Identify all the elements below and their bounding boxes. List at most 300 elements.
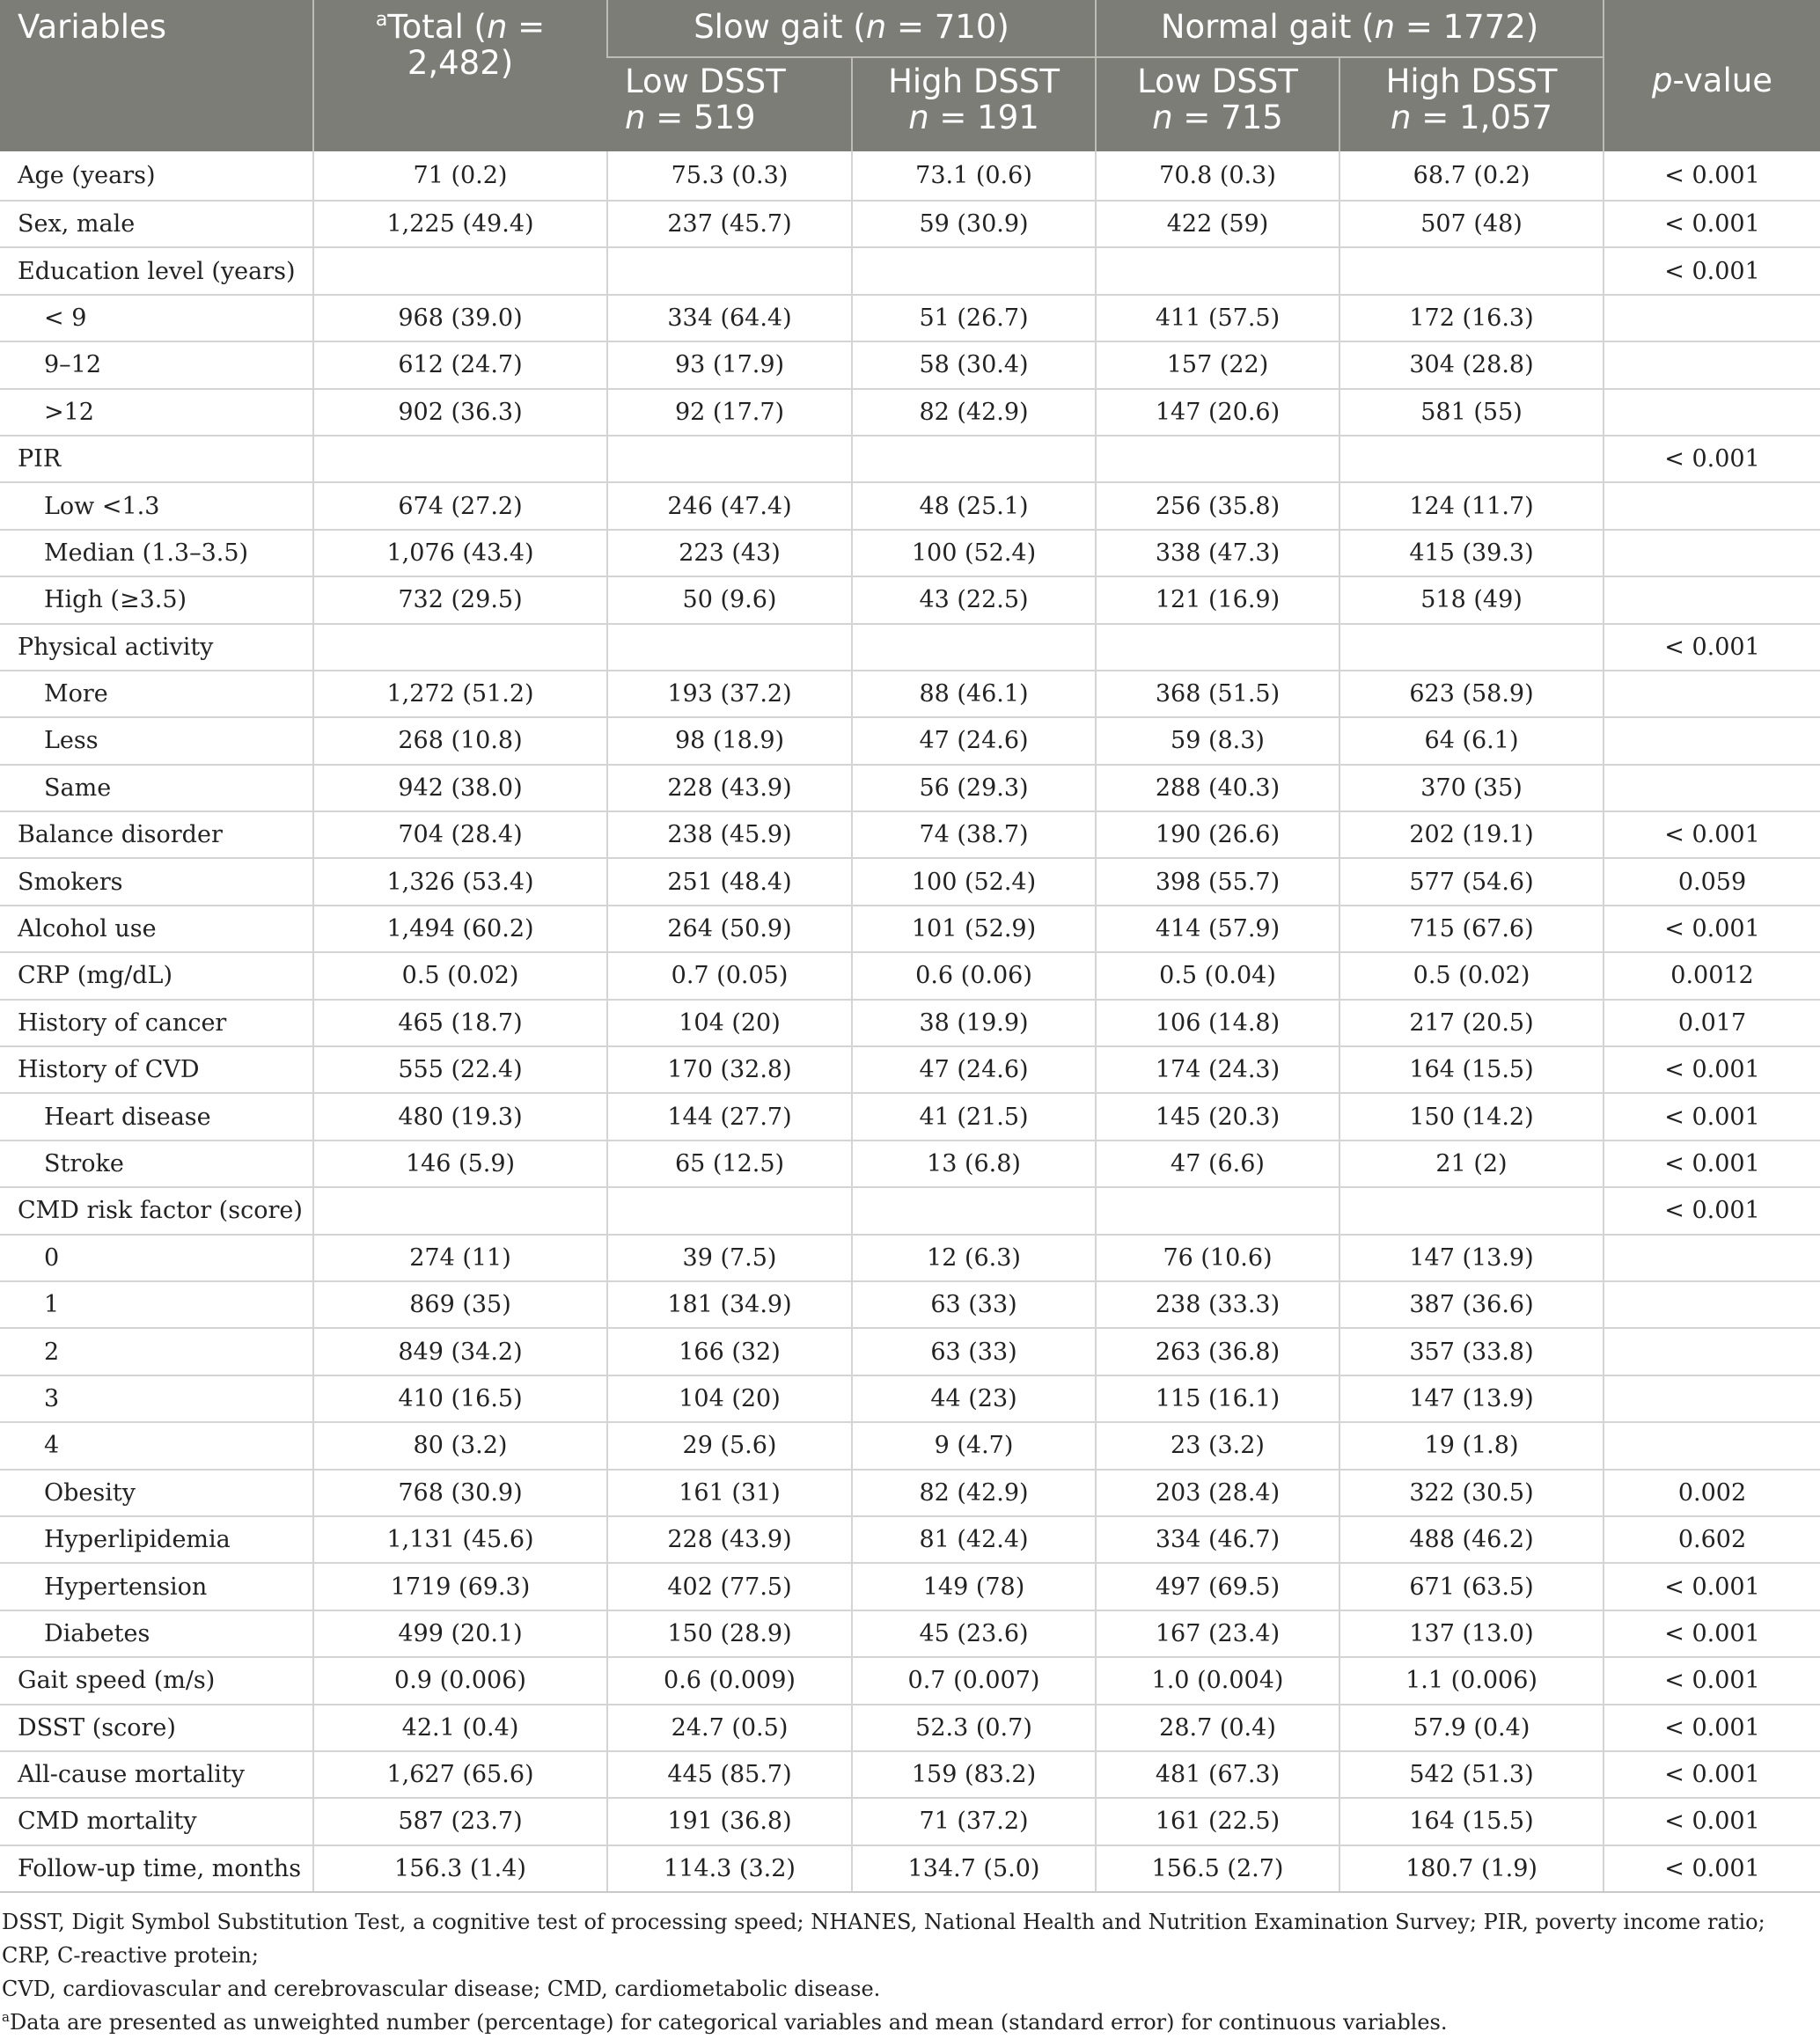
total-cell: 1719 (69.3) — [313, 1563, 607, 1610]
normal-low-dsst-cell: 28.7 (0.4) — [1096, 1705, 1339, 1751]
total-cell: 1,272 (51.2) — [313, 671, 607, 717]
normal-high-dsst-cell: 518 (49) — [1339, 576, 1604, 623]
normal-low-dsst-cell: 70.8 (0.3) — [1096, 151, 1339, 201]
slow-low-dsst-cell: 75.3 (0.3) — [607, 151, 852, 201]
total-cell: 1,326 (53.4) — [313, 858, 607, 905]
slow-high-dsst-cell: 73.1 (0.6) — [852, 151, 1096, 201]
normal-low-dsst-cell: 115 (16.1) — [1096, 1375, 1339, 1422]
table-row — [0, 906, 1820, 952]
p-value-cell — [1604, 765, 1820, 811]
table-row — [0, 201, 1820, 247]
normal-high-dsst-cell: 507 (48) — [1339, 201, 1604, 247]
row-label: < 9 — [0, 295, 313, 341]
normal-high-dsst-cell — [1339, 624, 1604, 671]
table-row — [0, 482, 1820, 529]
p-value-cell — [1604, 389, 1820, 436]
normal-low-dsst-cell: 398 (55.7) — [1096, 858, 1339, 905]
table-row — [0, 717, 1820, 764]
total-cell: 42.1 (0.4) — [313, 1705, 607, 1751]
normal-high-dsst-cell: 21 (2) — [1339, 1141, 1604, 1187]
table-header — [0, 0, 1820, 151]
total-cell: 71 (0.2) — [313, 151, 607, 201]
normal-high-dsst-cell: 581 (55) — [1339, 389, 1604, 436]
slow-low-dsst-cell: 104 (20) — [607, 1000, 852, 1046]
row-label: Heart disease — [0, 1093, 313, 1140]
slow-low-dsst-cell: 181 (34.9) — [607, 1281, 852, 1328]
p-value-cell — [1604, 1375, 1820, 1422]
total-cell: 156.3 (1.4) — [313, 1845, 607, 1892]
slow-low-dsst-cell: 223 (43) — [607, 530, 852, 576]
normal-low-dsst-cell: 157 (22) — [1096, 341, 1339, 388]
row-label: 9–12 — [0, 341, 313, 388]
normal-low-dsst-cell: 288 (40.3) — [1096, 765, 1339, 811]
row-label: >12 — [0, 389, 313, 436]
row-label: Same — [0, 765, 313, 811]
normal-high-dsst-cell: 172 (16.3) — [1339, 295, 1604, 341]
row-label: More — [0, 671, 313, 717]
slow-high-dsst-cell: 82 (42.9) — [852, 1470, 1096, 1516]
slow-high-dsst-cell: 51 (26.7) — [852, 295, 1096, 341]
table-row — [0, 151, 1820, 201]
row-label: Hypertension — [0, 1563, 313, 1610]
p-value-cell — [1604, 671, 1820, 717]
slow-high-dsst-cell: 43 (22.5) — [852, 576, 1096, 623]
table-row — [0, 1422, 1820, 1469]
row-label: CRP (mg/dL) — [0, 952, 313, 999]
normal-low-dsst-cell: 368 (51.5) — [1096, 671, 1339, 717]
header-slow-low-dsst: Low DSST n = 519 — [607, 57, 852, 151]
p-value-cell — [1604, 1235, 1820, 1281]
slow-low-dsst-cell: 50 (9.6) — [607, 576, 852, 623]
normal-low-dsst-cell: 174 (24.3) — [1096, 1046, 1339, 1093]
table-row — [0, 765, 1820, 811]
row-label: Smokers — [0, 858, 313, 905]
p-value-cell: < 0.001 — [1604, 1093, 1820, 1140]
slow-high-dsst-cell: 47 (24.6) — [852, 1046, 1096, 1093]
total-cell: 1,627 (65.6) — [313, 1751, 607, 1798]
p-value-cell: < 0.001 — [1604, 1563, 1820, 1610]
row-label: 1 — [0, 1281, 313, 1328]
table-footnotes — [0, 1893, 1820, 2039]
slow-high-dsst-cell: 149 (78) — [852, 1563, 1096, 1610]
p-value-cell: < 0.001 — [1604, 201, 1820, 247]
table-row — [0, 389, 1820, 436]
slow-high-dsst-cell: 58 (30.4) — [852, 341, 1096, 388]
slow-high-dsst-cell: 0.6 (0.06) — [852, 952, 1096, 999]
normal-low-dsst-cell: 106 (14.8) — [1096, 1000, 1339, 1046]
p-value-cell: < 0.001 — [1604, 1141, 1820, 1187]
table-row — [0, 624, 1820, 671]
row-label: 2 — [0, 1328, 313, 1375]
table-row — [0, 436, 1820, 482]
normal-high-dsst-cell: 164 (15.5) — [1339, 1798, 1604, 1845]
total-cell — [313, 436, 607, 482]
row-label: High (≥3.5) — [0, 576, 313, 623]
slow-high-dsst-cell: 81 (42.4) — [852, 1516, 1096, 1563]
normal-low-dsst-cell — [1096, 624, 1339, 671]
total-cell: 849 (34.2) — [313, 1328, 607, 1375]
total-cell: 732 (29.5) — [313, 576, 607, 623]
normal-low-dsst-cell: 59 (8.3) — [1096, 717, 1339, 764]
total-cell — [313, 1187, 607, 1234]
slow-high-dsst-cell: 82 (42.9) — [852, 389, 1096, 436]
slow-high-dsst-cell: 47 (24.6) — [852, 717, 1096, 764]
normal-low-dsst-cell: 414 (57.9) — [1096, 906, 1339, 952]
header-slow-high-dsst: High DSST n = 191 — [852, 57, 1096, 151]
slow-high-dsst-cell: 63 (33) — [852, 1328, 1096, 1375]
slow-low-dsst-cell: 193 (37.2) — [607, 671, 852, 717]
slow-high-dsst-cell: 0.7 (0.007) — [852, 1657, 1096, 1704]
normal-low-dsst-cell: 256 (35.8) — [1096, 482, 1339, 529]
normal-low-dsst-cell: 0.5 (0.04) — [1096, 952, 1339, 999]
table-row — [0, 1375, 1820, 1422]
normal-high-dsst-cell — [1339, 247, 1604, 294]
p-value-cell: 0.002 — [1604, 1470, 1820, 1516]
slow-high-dsst-cell: 74 (38.7) — [852, 811, 1096, 858]
slow-high-dsst-cell: 71 (37.2) — [852, 1798, 1096, 1845]
p-value-cell — [1604, 1281, 1820, 1328]
slow-low-dsst-cell: 161 (31) — [607, 1470, 852, 1516]
normal-low-dsst-cell: 156.5 (2.7) — [1096, 1845, 1339, 1892]
slow-low-dsst-cell: 251 (48.4) — [607, 858, 852, 905]
normal-low-dsst-cell: 411 (57.5) — [1096, 295, 1339, 341]
normal-low-dsst-cell: 203 (28.4) — [1096, 1470, 1339, 1516]
slow-low-dsst-cell: 334 (64.4) — [607, 295, 852, 341]
slow-low-dsst-cell — [607, 436, 852, 482]
table-row — [0, 671, 1820, 717]
table-row — [0, 295, 1820, 341]
row-label: 4 — [0, 1422, 313, 1469]
normal-low-dsst-cell: 23 (3.2) — [1096, 1422, 1339, 1469]
total-cell: 968 (39.0) — [313, 295, 607, 341]
normal-low-dsst-cell: 238 (33.3) — [1096, 1281, 1339, 1328]
table-row — [0, 1751, 1820, 1798]
row-label: Less — [0, 717, 313, 764]
normal-high-dsst-cell: 180.7 (1.9) — [1339, 1845, 1604, 1892]
slow-low-dsst-cell: 144 (27.7) — [607, 1093, 852, 1140]
p-value-cell: < 0.001 — [1604, 1705, 1820, 1751]
table-row — [0, 858, 1820, 905]
table-row — [0, 952, 1820, 999]
abbreviations-line-1: DSST, Digit Symbol Substitution Test, a cognitive test of processing speed; NHANES, National Health and Nutrition Examination Survey; PIR, poverty income ratio; CRP, C-reactive protein; — [2, 1910, 1765, 1969]
table-row — [0, 1235, 1820, 1281]
header-normal-gait: Normal gait (n = 1772) — [1096, 0, 1604, 57]
p-value-cell — [1604, 341, 1820, 388]
normal-high-dsst-cell: 671 (63.5) — [1339, 1563, 1604, 1610]
normal-high-dsst-cell: 715 (67.6) — [1339, 906, 1604, 952]
slow-high-dsst-cell: 41 (21.5) — [852, 1093, 1096, 1140]
normal-high-dsst-cell: 577 (54.6) — [1339, 858, 1604, 905]
p-value-cell: < 0.001 — [1604, 1610, 1820, 1657]
slow-low-dsst-cell: 445 (85.7) — [607, 1751, 852, 1798]
slow-high-dsst-cell: 13 (6.8) — [852, 1141, 1096, 1187]
row-label: DSST (score) — [0, 1705, 313, 1751]
normal-high-dsst-cell: 304 (28.8) — [1339, 341, 1604, 388]
normal-low-dsst-cell: 161 (22.5) — [1096, 1798, 1339, 1845]
normal-high-dsst-cell: 370 (35) — [1339, 765, 1604, 811]
table-row — [0, 1328, 1820, 1375]
p-value-cell: 0.602 — [1604, 1516, 1820, 1563]
total-cell: 674 (27.2) — [313, 482, 607, 529]
p-value-cell — [1604, 576, 1820, 623]
row-label: Age (years) — [0, 151, 313, 201]
abbreviations-line-2: CVD, cardiovascular and cerebrovascular disease; CMD, cardiometabolic disease. — [2, 1977, 881, 2002]
row-label: Alcohol use — [0, 906, 313, 952]
normal-low-dsst-cell: 76 (10.6) — [1096, 1235, 1339, 1281]
slow-high-dsst-cell: 45 (23.6) — [852, 1610, 1096, 1657]
slow-low-dsst-cell: 264 (50.9) — [607, 906, 852, 952]
normal-low-dsst-cell: 422 (59) — [1096, 201, 1339, 247]
slow-high-dsst-cell: 9 (4.7) — [852, 1422, 1096, 1469]
slow-low-dsst-cell: 228 (43.9) — [607, 1516, 852, 1563]
header-variables: Variables — [0, 0, 313, 151]
normal-low-dsst-cell: 334 (46.7) — [1096, 1516, 1339, 1563]
table-row — [0, 1516, 1820, 1563]
slow-low-dsst-cell: 98 (18.9) — [607, 717, 852, 764]
p-value-cell: < 0.001 — [1604, 247, 1820, 294]
row-label: Diabetes — [0, 1610, 313, 1657]
total-cell: 768 (30.9) — [313, 1470, 607, 1516]
p-value-cell: < 0.001 — [1604, 1657, 1820, 1704]
normal-high-dsst-cell: 124 (11.7) — [1339, 482, 1604, 529]
p-value-cell — [1604, 530, 1820, 576]
total-cell: 902 (36.3) — [313, 389, 607, 436]
normal-high-dsst-cell: 387 (36.6) — [1339, 1281, 1604, 1328]
row-label: Follow-up time, months — [0, 1845, 313, 1892]
row-label: Stroke — [0, 1141, 313, 1187]
header-normal-high-dsst: High DSST n = 1,057 — [1339, 57, 1604, 151]
total-cell — [313, 624, 607, 671]
slow-low-dsst-cell — [607, 624, 852, 671]
table-row — [0, 576, 1820, 623]
table-row — [0, 341, 1820, 388]
normal-high-dsst-cell — [1339, 1187, 1604, 1234]
slow-low-dsst-cell: 114.3 (3.2) — [607, 1845, 852, 1892]
row-label: History of CVD — [0, 1046, 313, 1093]
slow-high-dsst-cell — [852, 624, 1096, 671]
slow-low-dsst-cell: 29 (5.6) — [607, 1422, 852, 1469]
p-value-cell: < 0.001 — [1604, 1046, 1820, 1093]
normal-low-dsst-cell: 190 (26.6) — [1096, 811, 1339, 858]
data-note: $^a$Data are presented as unweighted number (percentage) for categorical variables and mean (standard error) for continuous variables. — [2, 2009, 1448, 2035]
p-value-cell — [1604, 1422, 1820, 1469]
row-label: PIR — [0, 436, 313, 482]
normal-low-dsst-cell: 145 (20.3) — [1096, 1093, 1339, 1140]
normal-low-dsst-cell: 167 (23.4) — [1096, 1610, 1339, 1657]
table-row — [0, 1046, 1820, 1093]
row-label: 0 — [0, 1235, 313, 1281]
table-row — [0, 1093, 1820, 1140]
slow-low-dsst-cell: 104 (20) — [607, 1375, 852, 1422]
total-cell: 274 (11) — [313, 1235, 607, 1281]
total-cell: 612 (24.7) — [313, 341, 607, 388]
row-label: History of cancer — [0, 1000, 313, 1046]
p-value-cell: < 0.001 — [1604, 1798, 1820, 1845]
row-label: Median (1.3–3.5) — [0, 530, 313, 576]
table-row — [0, 1000, 1820, 1046]
normal-high-dsst-cell: 623 (58.9) — [1339, 671, 1604, 717]
table-row — [0, 1187, 1820, 1234]
slow-low-dsst-cell: 24.7 (0.5) — [607, 1705, 852, 1751]
row-label: Education level (years) — [0, 247, 313, 294]
total-cell: 555 (22.4) — [313, 1046, 607, 1093]
slow-high-dsst-cell: 101 (52.9) — [852, 906, 1096, 952]
p-value-cell — [1604, 295, 1820, 341]
total-cell: 465 (18.7) — [313, 1000, 607, 1046]
table-row — [0, 1657, 1820, 1704]
slow-low-dsst-cell: 93 (17.9) — [607, 341, 852, 388]
slow-low-dsst-cell: 237 (45.7) — [607, 201, 852, 247]
normal-low-dsst-cell — [1096, 1187, 1339, 1234]
normal-low-dsst-cell: 263 (36.8) — [1096, 1328, 1339, 1375]
p-value-cell: < 0.001 — [1604, 1845, 1820, 1892]
normal-high-dsst-cell: 164 (15.5) — [1339, 1046, 1604, 1093]
slow-high-dsst-cell: 56 (29.3) — [852, 765, 1096, 811]
total-cell: 268 (10.8) — [313, 717, 607, 764]
table-row — [0, 1141, 1820, 1187]
slow-high-dsst-cell: 44 (23) — [852, 1375, 1096, 1422]
slow-high-dsst-cell: 59 (30.9) — [852, 201, 1096, 247]
slow-high-dsst-cell — [852, 436, 1096, 482]
normal-high-dsst-cell: 150 (14.2) — [1339, 1093, 1604, 1140]
p-value-cell: < 0.001 — [1604, 906, 1820, 952]
slow-low-dsst-cell: 65 (12.5) — [607, 1141, 852, 1187]
table-row — [0, 1470, 1820, 1516]
slow-high-dsst-cell: 48 (25.1) — [852, 482, 1096, 529]
p-value-cell: < 0.001 — [1604, 1187, 1820, 1234]
table-row — [0, 1705, 1820, 1751]
p-value-cell: < 0.001 — [1604, 151, 1820, 201]
normal-high-dsst-cell: 488 (46.2) — [1339, 1516, 1604, 1563]
table-row — [0, 1281, 1820, 1328]
normal-low-dsst-cell: 1.0 (0.004) — [1096, 1657, 1339, 1704]
total-cell: 410 (16.5) — [313, 1375, 607, 1422]
row-label: Gait speed (m/s) — [0, 1657, 313, 1704]
slow-high-dsst-cell: 63 (33) — [852, 1281, 1096, 1328]
slow-low-dsst-cell: 166 (32) — [607, 1328, 852, 1375]
total-cell: 587 (23.7) — [313, 1798, 607, 1845]
header-normal-low-dsst: Low DSST n = 715 — [1096, 57, 1339, 151]
slow-low-dsst-cell: 92 (17.7) — [607, 389, 852, 436]
slow-low-dsst-cell: 39 (7.5) — [607, 1235, 852, 1281]
total-cell: 0.9 (0.006) — [313, 1657, 607, 1704]
slow-high-dsst-cell: 88 (46.1) — [852, 671, 1096, 717]
table-row — [0, 1845, 1820, 1892]
normal-high-dsst-cell: 322 (30.5) — [1339, 1470, 1604, 1516]
total-cell: 704 (28.4) — [313, 811, 607, 858]
row-label: Physical activity — [0, 624, 313, 671]
normal-high-dsst-cell: 57.9 (0.4) — [1339, 1705, 1604, 1751]
normal-high-dsst-cell: 68.7 (0.2) — [1339, 151, 1604, 201]
normal-low-dsst-cell: 47 (6.6) — [1096, 1141, 1339, 1187]
table-row — [0, 811, 1820, 858]
p-value-cell: < 0.001 — [1604, 436, 1820, 482]
normal-low-dsst-cell: 481 (67.3) — [1096, 1751, 1339, 1798]
slow-low-dsst-cell: 246 (47.4) — [607, 482, 852, 529]
total-cell: 1,131 (45.6) — [313, 1516, 607, 1563]
total-cell: 869 (35) — [313, 1281, 607, 1328]
total-cell — [313, 247, 607, 294]
normal-high-dsst-cell: 137 (13.0) — [1339, 1610, 1604, 1657]
slow-high-dsst-cell: 134.7 (5.0) — [852, 1845, 1096, 1892]
slow-low-dsst-cell — [607, 1187, 852, 1234]
normal-low-dsst-cell — [1096, 247, 1339, 294]
normal-high-dsst-cell: 217 (20.5) — [1339, 1000, 1604, 1046]
table-row — [0, 1610, 1820, 1657]
row-label: All-cause mortality — [0, 1751, 313, 1798]
total-cell: 80 (3.2) — [313, 1422, 607, 1469]
row-label: 3 — [0, 1375, 313, 1422]
normal-high-dsst-cell: 147 (13.9) — [1339, 1375, 1604, 1422]
normal-low-dsst-cell — [1096, 436, 1339, 482]
row-label: Balance disorder — [0, 811, 313, 858]
p-value-cell: < 0.001 — [1604, 624, 1820, 671]
row-label: Low <1.3 — [0, 482, 313, 529]
row-label: Obesity — [0, 1470, 313, 1516]
normal-low-dsst-cell: 338 (47.3) — [1096, 530, 1339, 576]
slow-low-dsst-cell: 402 (77.5) — [607, 1563, 852, 1610]
p-value-cell — [1604, 482, 1820, 529]
slow-low-dsst-cell: 238 (45.9) — [607, 811, 852, 858]
table-row — [0, 1798, 1820, 1845]
p-value-cell — [1604, 1328, 1820, 1375]
slow-high-dsst-cell: 159 (83.2) — [852, 1751, 1096, 1798]
table-row — [0, 530, 1820, 576]
normal-high-dsst-cell: 19 (1.8) — [1339, 1422, 1604, 1469]
slow-low-dsst-cell: 170 (32.8) — [607, 1046, 852, 1093]
slow-low-dsst-cell: 150 (28.9) — [607, 1610, 852, 1657]
row-label: CMD risk factor (score) — [0, 1187, 313, 1234]
normal-high-dsst-cell: 357 (33.8) — [1339, 1328, 1604, 1375]
slow-high-dsst-cell: 52.3 (0.7) — [852, 1705, 1096, 1751]
total-cell: 499 (20.1) — [313, 1610, 607, 1657]
normal-high-dsst-cell: 202 (19.1) — [1339, 811, 1604, 858]
normal-low-dsst-cell: 121 (16.9) — [1096, 576, 1339, 623]
slow-high-dsst-cell — [852, 247, 1096, 294]
slow-high-dsst-cell: 12 (6.3) — [852, 1235, 1096, 1281]
slow-high-dsst-cell: 38 (19.9) — [852, 1000, 1096, 1046]
normal-high-dsst-cell: 64 (6.1) — [1339, 717, 1604, 764]
slow-low-dsst-cell: 228 (43.9) — [607, 765, 852, 811]
slow-high-dsst-cell — [852, 1187, 1096, 1234]
p-value-cell: < 0.001 — [1604, 1751, 1820, 1798]
normal-high-dsst-cell: 542 (51.3) — [1339, 1751, 1604, 1798]
table-row — [0, 247, 1820, 294]
normal-low-dsst-cell: 497 (69.5) — [1096, 1563, 1339, 1610]
row-label: CMD mortality — [0, 1798, 313, 1845]
slow-low-dsst-cell — [607, 247, 852, 294]
p-value-cell: 0.059 — [1604, 858, 1820, 905]
total-cell: 942 (38.0) — [313, 765, 607, 811]
p-value-cell: < 0.001 — [1604, 811, 1820, 858]
header-total: $^a$Total (n = 2,482) — [313, 0, 607, 151]
total-cell: 0.5 (0.02) — [313, 952, 607, 999]
slow-high-dsst-cell: 100 (52.4) — [852, 530, 1096, 576]
normal-high-dsst-cell: 1.1 (0.006) — [1339, 1657, 1604, 1704]
p-value-cell: 0.0012 — [1604, 952, 1820, 999]
total-cell: 480 (19.3) — [313, 1093, 607, 1140]
header-p-value: p-value — [1604, 57, 1820, 151]
table-row — [0, 1563, 1820, 1610]
normal-high-dsst-cell — [1339, 436, 1604, 482]
total-cell: 1,076 (43.4) — [313, 530, 607, 576]
total-cell: 1,494 (60.2) — [313, 906, 607, 952]
slow-low-dsst-cell: 0.7 (0.05) — [607, 952, 852, 999]
total-cell: 1,225 (49.4) — [313, 201, 607, 247]
table-body — [0, 151, 1820, 1892]
slow-low-dsst-cell: 191 (36.8) — [607, 1798, 852, 1845]
row-label: Sex, male — [0, 201, 313, 247]
